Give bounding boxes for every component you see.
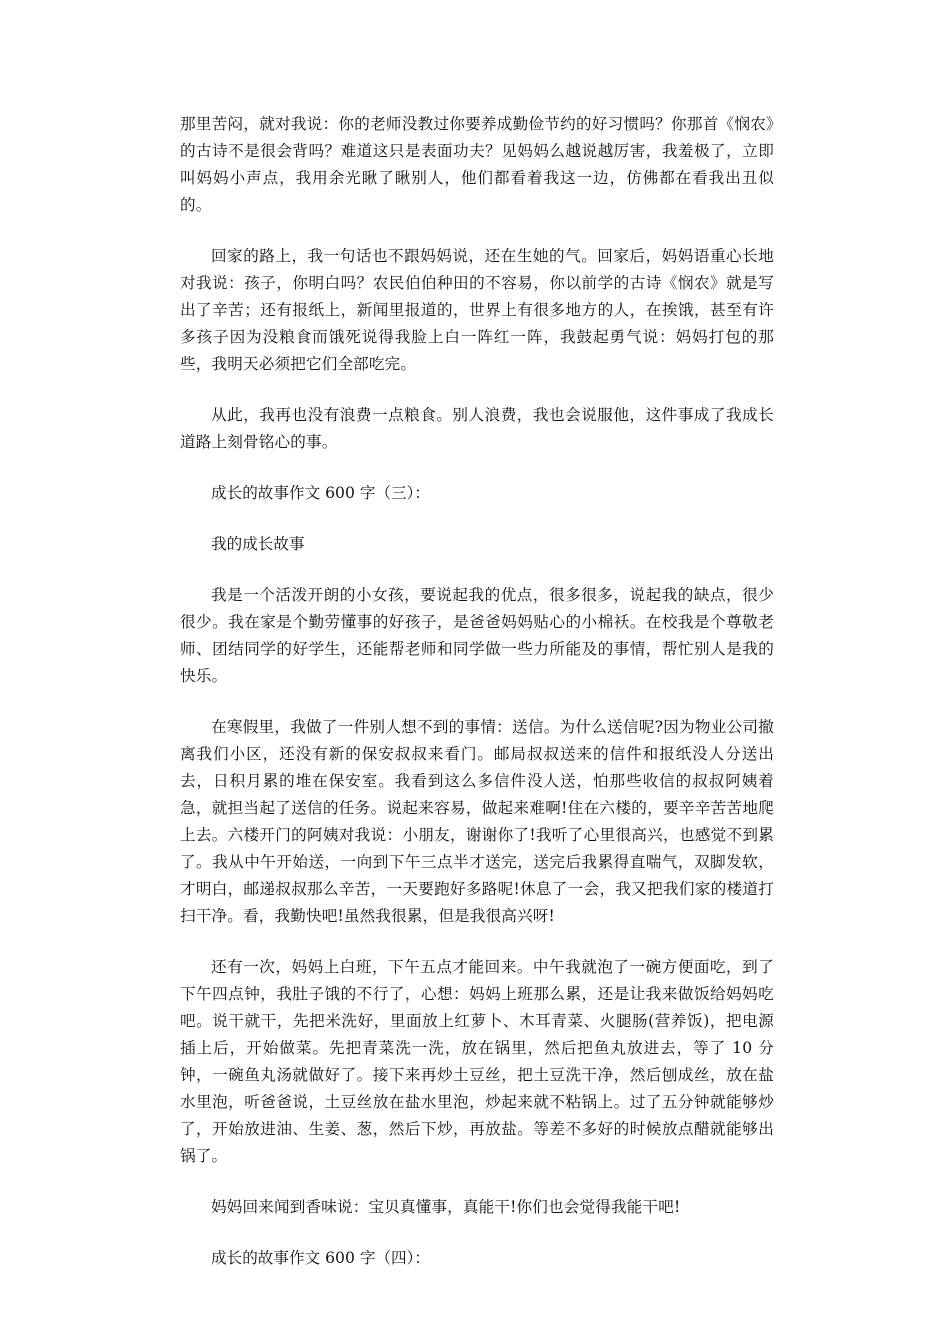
essay-heading-three: 成长的故事作文 600 字（三）： <box>211 484 431 502</box>
paragraph-cooking: 还有一次，妈妈上白班，下午五点才能回来。中午我就泡了一碗方便面吃，到了下午四点钟，我肚子饿的不行了，心想：妈妈上班那么累，还是让我来做饭给妈妈吃吧。说干就干，先把米洗好，里面放上红萝卜、木耳青菜、火腿肠(营养饭)，把电源插上后，开始做菜。先把青菜洗一洗，放在锅里，然后把鱼丸放进去，等了 10 分钟，一碗鱼丸汤就做好了。接下来再炒土豆丝，把土豆洗干净，然后刨成丝，放在盐水里泡，听爸爸说，土豆丝放在盐水里泡，炒起来就不粘锅上。过了五分钟就能够炒了，开始放进油、生姜、葱，然后下炒，再放盐。等差不多好的时候放点醋就能够出锅了。 <box>180 958 774 1165</box>
paragraph-way-home: 回家的路上，我一句话也不跟妈妈说，还在生她的气。回家后，妈妈语重心长地对我说：孩子，你明白吗？农民伯伯种田的不容易，你以前学的古诗《悯农》就是写出了辛苦；还有报纸上，新闻里报道的，世界上有很多地方的人，在挨饿，甚至有许多孩子因为没粮食而饿死说得我脸上白一阵红一阵，我鼓起勇气说：妈妈打包的那些，我明天必须把它们全部吃完。 <box>180 247 774 373</box>
document-page <box>180 111 774 1296</box>
paragraph-continuation: 那里苦闷，就对我说：你的老师没教过你要养成勤俭节约的好习惯吗？你那首《悯农》的古诗不是很会背吗？难道这只是表面功夫？见妈妈么越说越厉害，我羞极了，立即叫妈妈小声点，我用余光瞅了瞅别人，他们都看着我这一边，仿佛都在看我出丑似的。 <box>180 115 774 214</box>
essay-title: 我的成长故事 <box>211 535 305 553</box>
paragraph-conclusion: 从此，我再也没有浪费一点粮食。别人浪费，我也会说服他，这件事成了我成长道路上刻骨铭心的事。 <box>180 406 774 451</box>
paragraph-mom-praise: 妈妈回来闻到香味说：宝贝真懂事，真能干!你们也会觉得我能干吧! <box>211 1198 681 1216</box>
essay-heading-four: 成长的故事作文 600 字（四）： <box>211 1249 431 1267</box>
paragraph-intro: 我是一个活泼开朗的小女孩，要说起我的优点，很多很多，说起我的缺点，很少很少。我在家是个勤劳懂事的好孩子，是爸爸妈妈贴心的小棉袄。在校我是个尊敬老师、团结同学的好学生，还能帮老师和同学做一些力所能及的事情，帮忙别人是我的快乐。 <box>180 586 774 685</box>
paragraph-delivering-letters: 在寒假里，我做了一件别人想不到的事情：送信。为什么送信呢?因为物业公司撤离我们小区，还没有新的保安叔叔来看门。邮局叔叔送来的信件和报纸没人分送出去，日积月累的堆在保安室。我看到这么多信件没人送，怕那些收信的叔叔阿姨着急，就担当起了送信的任务。说起来容易，做起来难啊!住在六楼的，要辛辛苦苦地爬上去。六楼开门的阿姨对我说：小朋友，谢谢你了!我听了心里很高兴，也感觉不到累了。我从中午开始送，一向到下午三点半才送完，送完后我累得直喘气，双脚发软，才明白，邮递叔叔那么辛苦，一天要跑好多路呢!休息了一会，我又把我们家的楼道打扫干净。看，我勤快吧!虽然我很累，但是我很高兴呀! <box>180 718 774 925</box>
